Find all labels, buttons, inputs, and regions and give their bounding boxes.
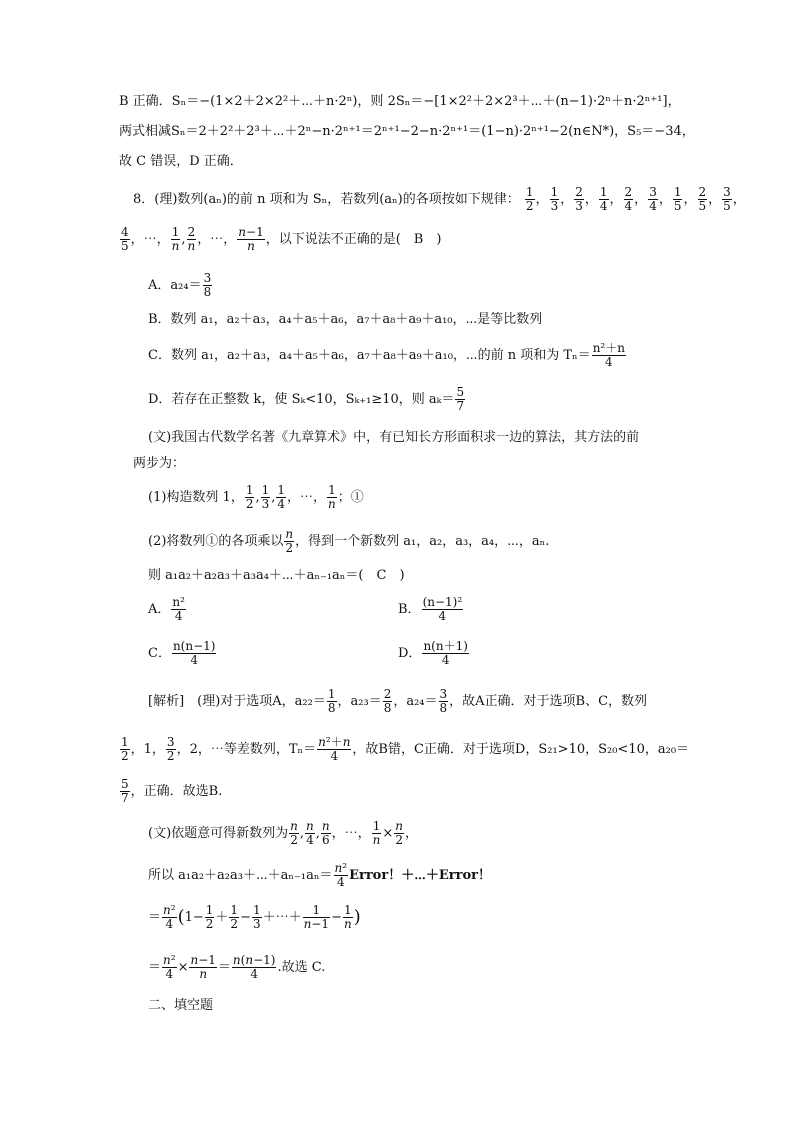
- option-label: A．: [148, 602, 171, 617]
- step-text: (2)将数列①的各项乘以: [148, 534, 284, 549]
- fraction: $\frac{3}{2}$: [166, 735, 175, 763]
- fraction: $\frac{1}{n}$: [372, 819, 381, 847]
- explanation-text: ，a₂₄＝: [393, 694, 438, 709]
- fraction: $\frac{1}{n}$: [171, 225, 180, 253]
- fraction: $\frac{1}{n}$: [328, 483, 336, 511]
- fraction: $\frac{2}{4}$: [624, 185, 633, 213]
- fraction: $\frac{n(n-1)}{4}$: [172, 639, 216, 667]
- explanation-text: (文)依题意可得新数列为: [148, 826, 289, 841]
- fraction: $\frac{\text{n²}}{4}$: [172, 595, 185, 623]
- explanation-text: ，故B错，C正确．对于选项D，S₂₁>10，S₂₀<10，a₂₀＝: [352, 742, 690, 757]
- question-text: 8．(理)数列(aₙ)的前 n 项和为 Sₙ，若数列(aₙ)的各项按如下规律：: [133, 192, 520, 207]
- question-8-line2: $\frac{4}{5}$ ，⋯， $\frac{1}{n}$ , $\frac{2}{n}$ ，⋯， $\frac{n-1}{n}$ ，以下说法不正确的是( B ): [121, 225, 442, 253]
- option-label: D．若存在正整数 k，使 Sₖ<10，Sₖ₊₁≥10，则 aₖ＝: [148, 392, 455, 407]
- step-tail: ，得到一个新数列 a₁，a₂，a₃，a₄，⋯，aₙ.: [295, 534, 550, 549]
- fraction: $\frac{2}{n}$: [187, 225, 196, 253]
- option-d: [148, 386, 466, 413]
- step-text: (1)构造数列 1，: [148, 490, 244, 505]
- fraction: $\frac{1}{3}$: [550, 185, 559, 213]
- fraction: $\frac{n-1}{n}$: [190, 953, 216, 981]
- fraction: $\frac{1}{8}$: [327, 687, 336, 715]
- fraction: $\frac{n}{4}$: [306, 819, 314, 847]
- sequence-fractions: $\frac{1}{2}$ ， $\frac{1}{3}$ ， $\frac{2}{3}$ ， $\frac{1}{4}$ ， $\frac{2}{4}$ ， $\frac{3}{4}$ ， $\frac{1}{5}$ ， $\frac{2}{5}$ ， $\frac{3}{5}$ ，: [525, 185, 746, 213]
- question-8-intro: [133, 186, 746, 213]
- explanation-text: ，2，⋯等差数列，Tₙ＝: [176, 742, 317, 757]
- explanation-text: 所以 a₁a₂＋a₂a₃＋⋯＋aₙ₋₁aₙ＝: [148, 868, 333, 883]
- option-label: C．: [148, 646, 171, 661]
- explanation-line: ＝ $\frac{\text{n²}}{4}$ × $\frac{n-1}{n}$ ＝ $\frac{n(n-1)}{4}$ .故选 C.: [148, 953, 326, 981]
- fraction: $\frac{1}{n-1}$: [303, 903, 330, 931]
- option-label: C．数列 a₁，a₂＋a₃，a₄＋a₅＋a₆，a₇＋a₈＋a₉＋a₁₀，⋯的前 n 项和为 Tₙ＝: [148, 348, 591, 363]
- explanation-line: [148, 688, 647, 715]
- option-a: [148, 272, 213, 299]
- fraction: $\frac{1}{5}$: [673, 185, 682, 213]
- text-line: 两式相减Sₙ＝2＋2²＋2³＋⋯＋2ⁿ−n·2ⁿ⁺¹＝2ⁿ⁺¹−2−n·2ⁿ⁺¹＝(1−n)·2ⁿ⁺¹−2(n∈N*)，S₅＝−34，: [119, 124, 695, 139]
- fraction: $\frac{n(n-1)}{4}$: [232, 953, 276, 981]
- explanation-text: [解析] (理)对于选项A，a₂₂＝: [148, 694, 326, 709]
- fraction: $\frac{4}{5}$: [121, 225, 129, 253]
- fraction: $\frac{2}{8}$: [383, 687, 392, 715]
- explanation-line: [148, 862, 491, 889]
- option-label: A．a₂₄＝: [148, 278, 202, 293]
- step-tail: ；①: [337, 490, 364, 505]
- explanation-line: ＝ $\frac{\text{n²}}{4}$ (1− $\frac{1}{2}$ ＋ $\frac{1}{2}$ − $\frac{1}{3}$ ＋⋯＋ $\frac{1}{n-1}$ − $\frac{1}{n}$ ): [148, 903, 361, 931]
- fraction: $\frac{1}{3}$: [261, 483, 270, 511]
- explanation-text: ，故A正确．对于选项B、C，数列: [449, 694, 648, 709]
- error-text: Error！＋⋯＋Error！: [349, 868, 492, 883]
- option-b: B．数列 a₁，a₂＋a₃，a₄＋a₅＋a₆，a₇＋a₈＋a₉＋a₁₀，⋯是等比数列: [148, 312, 543, 327]
- explanation-text: 1−: [184, 910, 204, 925]
- explanation-line: (文)依题意可得新数列为 $\frac{n}{2}$ , $\frac{n}{4}$ , $\frac{n}{6}$ ，⋯， $\frac{1}{n}$ × $\frac{n}{2}$ ，: [148, 819, 419, 847]
- option-label: D．: [398, 646, 422, 661]
- text-line: 故 C 错误，D 正确．: [119, 154, 243, 169]
- explanation-text: ，正确．故选B.: [130, 784, 223, 799]
- comma-dots: ，⋯，: [130, 232, 170, 247]
- text-line: B 正确．Sₙ＝−(1×2＋2×2²＋⋯＋n·2ⁿ)，则 2Sₙ＝−[1×2²＋2×2³＋⋯＋(n−1)·2ⁿ＋n·2ⁿ⁺¹]，: [119, 94, 681, 109]
- fraction: $\frac{3}{8}$: [439, 687, 448, 715]
- fraction: $\frac{1}{3}$: [252, 903, 261, 931]
- fraction: $\frac{n-1}{n}$: [238, 225, 264, 253]
- fraction: $\frac{\text{n²}}{4}$: [334, 861, 348, 889]
- fraction: $\frac{3}{4}$: [649, 185, 657, 213]
- fraction: $\frac{n(n+1)}{4}$: [423, 639, 468, 667]
- text-line: 两步为：: [133, 456, 186, 471]
- explanation-text: ，a₂₃＝: [337, 694, 382, 709]
- fraction: $\frac{\text{(n−1)²}}{4}$: [422, 595, 463, 623]
- option-d: [398, 640, 470, 667]
- fraction: $\frac{1}{2}$: [525, 185, 534, 213]
- fraction: $\frac{n}{2}$: [285, 527, 294, 555]
- fraction: $\frac{\text{n²＋n}}{4}$: [592, 341, 625, 369]
- explanation-text: ，: [405, 826, 419, 841]
- fraction: $\frac{1}{4}$: [599, 185, 608, 213]
- explanation-text: .故选 C.: [277, 960, 326, 975]
- explanation-line: [119, 778, 222, 805]
- section-heading: 二、填空题: [148, 998, 214, 1013]
- fraction: $\frac{1}{2}$: [245, 483, 254, 511]
- fraction: $\frac{\text{n²}}{4}$: [163, 953, 176, 981]
- text-line: (文)我国古代数学名著《九章算术》中，有已知长方形面积求一边的算法，其方法的前: [148, 430, 640, 445]
- fraction: $\frac{1}{2}$: [230, 903, 239, 931]
- fraction: $\frac{n}{6}$: [321, 819, 330, 847]
- fraction: $\frac{1}{4}$: [277, 483, 286, 511]
- explanation-text: ，⋯，: [331, 826, 371, 841]
- explanation-line: [119, 736, 689, 763]
- option-c: [148, 342, 627, 369]
- fraction: $\frac{3}{5}$: [723, 185, 731, 213]
- option-a: [148, 596, 187, 623]
- fraction: $\frac{1}{2}$: [121, 735, 129, 763]
- question-stem: 则 a₁a₂＋a₂a₃＋a₃a₄＋⋯＋aₙ₋₁aₙ＝( C ): [148, 568, 405, 583]
- fraction: $\frac{\text{n²}}{4}$: [163, 903, 176, 931]
- option-b: [398, 596, 464, 623]
- question-tail: ，以下说法不正确的是( B ): [265, 232, 442, 247]
- fraction: $\frac{5}{7}$: [121, 777, 129, 805]
- option-c: [148, 640, 217, 667]
- fraction: $\frac{2}{3}$: [575, 185, 583, 213]
- fraction: $\frac{n}{2}$: [395, 819, 404, 847]
- fraction: $\frac{1}{2}$: [205, 903, 214, 931]
- option-label: B．: [398, 602, 421, 617]
- explanation-text: ，1，: [130, 742, 165, 757]
- fraction: $\frac{3}{8}$: [203, 271, 212, 299]
- step-1: (1)构造数列 1， $\frac{1}{2}$ , $\frac{1}{3}$ , $\frac{1}{4}$ ，⋯， $\frac{1}{n}$ ；①: [148, 483, 364, 511]
- fraction: $\frac{2}{5}$: [698, 185, 707, 213]
- fraction: $\frac{1}{n}$: [343, 903, 352, 931]
- fraction: $\frac{\text{n²＋n}}{4}$: [318, 735, 351, 763]
- fraction: $\frac{n}{2}$: [290, 819, 298, 847]
- fraction: $\frac{5}{7}$: [456, 385, 465, 413]
- step-2: [148, 528, 549, 555]
